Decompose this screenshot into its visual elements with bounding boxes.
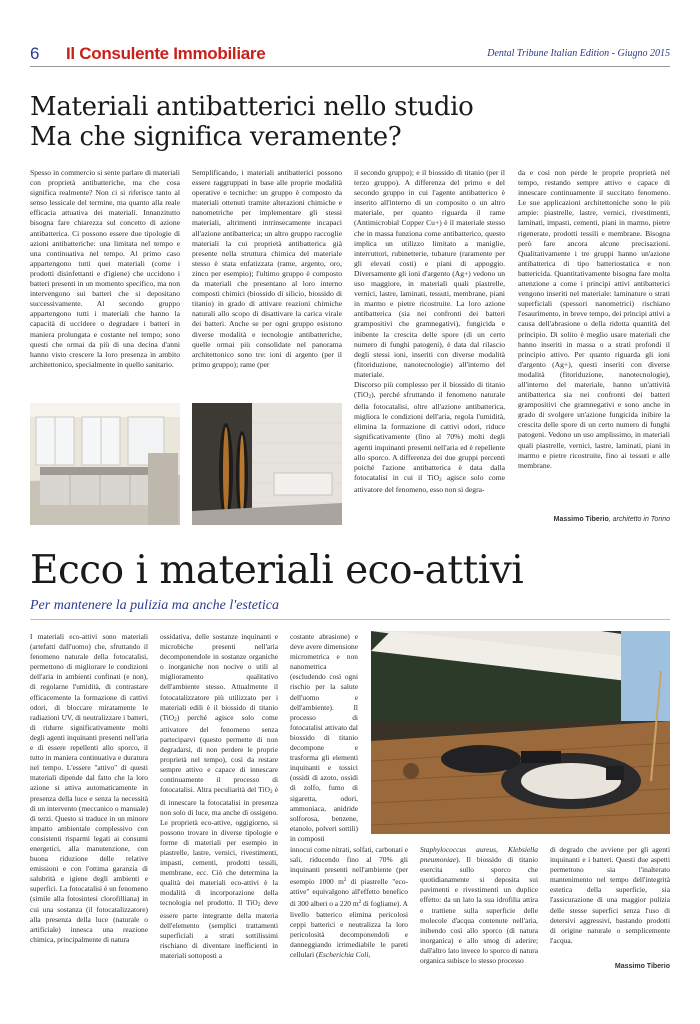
publication-name: Il Consulente Immobiliare	[66, 44, 266, 63]
article2-column-3-top	[290, 632, 358, 842]
article1-column-1	[30, 168, 180, 396]
article1-paragraph: da e così non perde le proprie proprietà nel tempo, restando sempre attivo e capace di innescare continuamente il succitato fenomeno. Le sue applicazioni architettoniche sono le più ampie: piastrelle, lastre, vernici, rivestimenti, laminati, impasti, cementi, piani in marmo, pietre rigenerate, prodotti tessili e membrane. Bisogna però fare ancora alcune precisazioni. Qualitativamente i tre gruppi hanno un'azione antibatterica di tipo batteriostatica e non battericida. Quantitativamente bisogna fare molta attenzione a come i principi attivi antibatterici vengono inseriti nel materiale: laminature o strati superficiali (spessori nanometrici) rischiano l'esaurimento, in breve tempo, dei principi attivi a causa dell'abrasione o della ridotta quantità del principio. Di solito è meglio usare materiali che hanno inseriti in massa o a strati profondi il principio attivo. Per quanto riguarda gli ioni d'argento (Ag+), questi inseriti con diverse modalità (fitoriduzione, nanotecnologie), all'interno del materiale, hanno un'attività antibatterica sia nei confronti dei batteri grampositivi che gramnegativi e sono anche in grado di svolgere un'azione fungicida inibire la crescita delle spore di un certo numero di funghi patogeni. Vedono un uso amplissimo, in materiali quali piastrelle, vernici, lastre, laminati, piani in marmo e pietre ricostruite, fino ai tessuti e alle membrane.	[518, 168, 670, 470]
article1-title-line2: Ma che significa veramente?	[30, 122, 402, 152]
terrace-photo	[371, 631, 670, 834]
article2-column-3-bottom	[290, 845, 408, 1015]
kitchen-photo	[30, 403, 180, 525]
page-header	[30, 44, 670, 66]
article2-author: Massimo Tiberio	[614, 963, 670, 970]
article2-paragraph: di degrado che avviene per gli agenti inquinanti e i batteri. Questi due aspetti permettono sia l'inalterato mantenimento nel tempo dell'integrità estetica della superficie, sia l'assicurazione di una maggior pulizia delle stesse superfici senza l'uso di detersivi aggressivi, bastando prodotti di origine naturale o semplicemente l'acqua.	[550, 845, 670, 945]
article2-subtitle: Per mantenere la pulizia ma anche l'estetica	[30, 598, 279, 613]
article1-author-role: , architetto in Torino	[608, 516, 670, 523]
article2-column-4	[420, 845, 538, 1015]
article1-paragraph: il secondo gruppo); e il biossido di titanio (per il terzo gruppo). A differenza del primo e del secondo gruppo in cui l'agente antibatterico è inserito all'interno di un composito o un altro materiale, per quanto riguarda il rame (Antimicrobial Copper Cu+) è il materiale stesso che in massa funziona come antibatterico, questo implica un utilizzo limitato a maniglie, interruttori, rubinetterie, tubature (raramente per gli elevati costi) e piani di appoggio. Diversamente gli ioni d'argento (Ag+) vedono un uso maggiore, in materiali quali piastrelle, vernici, lastre, laminati, tessuti, membrane, piani in marmo e pietre ricostruite. La loro azione antibatterica (sia nei confronti dei batteri grampositivi che gramnegativi), fungicida e inibente la crescita delle spore (di un certo numero di funghi patogeni), è data dal rilascio degli stessi ioni, inseriti con diverse modalità (fitoriduzione, nanotecnologie) all'interno del materiale.	[354, 168, 505, 379]
bathroom-photo	[192, 403, 342, 525]
article1-column-3	[354, 168, 505, 532]
article1-paragraph: Semplificando, i materiali antibatterici possono essere raggruppati in base alle proprie modalità operative e tecniche: un gruppo è composto da materiali ottenuti tramite alterazioni chimiche e nanometriche per implementare gli stessi materiali, altrimenti intrinsecamente incapaci all'azione antibatterica; un altro gruppo raccoglie materiali la cui proprietà antibatterica già presente nella struttura chimica del materiale stesso è stata enfatizzata (rame, argento, oro, zinco per esempio); l'ultimo gruppo è composto da materiali che presentano al loro interno composti chimici (biossido di silicio, biossido di titanio) in grado di attivare reazioni chimiche naturali allo scopo di disattivare la carica virale dei batteri. Anche se per ogni gruppo esistono diverse modalità e tecnologie antibatteriche, quelle ormai più consolidate nel panorama architettonico sono tre: ioni di argento (per il primo gruppo); rame (per	[192, 168, 342, 369]
article1-column-2	[192, 168, 342, 396]
article2-column-2	[160, 632, 278, 1012]
article2-paragraph: ossidativa, delle sostanze inquinanti e microbiche presenti nell'aria decomponendole in sostanze organiche o inorganiche non nocive o utili al miglioramento qualitativo dell'ambiente stesso. Attualmente il fotocatalizzatore più utilizzato per i materiali edili è il biossido di titanio (TiO2) perché agisce solo come attivatore del fenomeno senza parteciparvi (questo permette di non degradarsi, di non perdere le proprie proprietà nel tempo), così da restare sempre attivo e capace di innescare continuamente il processo di fotocatalisi. Altra peculiarità del TiO2 è di innescare la fotocatalisi in presenza non solo di luce, ma anche di ossigeno. Le proprietà eco-attive, oggigiorno, si possono trovare in diverse tipologie e forme di materiali per esempio in piastrelle, lastre, vernici, rivestimenti, impasti, cementi, prodotti tessili, membrane, ecc. Ciò che determina la qualità dei materiali eco-attivi è la modalità di incorporazione della tecnologia nel prodotto. Il TiO2 deve essere parte integrante della materia dell'elemento (semplici trattamenti superficiali a strati sottilissimi rischiano di diventare inefficienti in materiali sottoposti a	[160, 632, 278, 960]
article1-author	[554, 516, 670, 523]
article2-paragraph: innocui come nitrati, solfati, carbonati e sali, riducendo fino al 70% gli inquinanti presenti nell'ambiente (per esempio 1000 $m^2$ di piastrelle "eco-attive" equivalgono all'effetto benefico di 300 alberi o a 220 $m^2$ di fogliame). A livello batterico elimina pericolosi ceppi batterici e neutralizza la loro pericolosità decomponendoli e danneggiando irrimediabile le pareti cellulari (Escherichia Coli,	[290, 845, 409, 959]
article2-column-1	[30, 632, 148, 1012]
article1-title	[30, 92, 670, 152]
article1-paragraph: Spesso in commercio si sente parlare di materiali con proprietà antibatteriche, ma che cosa significa realmente? Non ci si riferisce tanto al senso lessicale del termine, ma quanto alla reale efficacia attuativa dei materiali. Innanzitutto bisogna fare chiarezza sul concetto di azione antibatterica. Ci possono essere due tipologie di azioni antibatteriche: una limitata nel tempo e una continuativa nel tempo. Al primo caso appartengono tutti quei materiali (come i prodotti disinfettanti e d'igiene) che uccidono i batteri presenti in un momento specifico, ma non intervengono sui batteri che si depositano successivamente. Al secondo gruppo appartengono tutti i materiali che hanno la capacità di uccidere o degradare i batteri in maniera prolungata e costante nel tempo; sono questi che ormai da più di una decina d'anni hanno visto crescere la loro presenza in ambito architettonico, specialmente in quello sanitario.	[30, 168, 180, 369]
article1-column-4	[518, 168, 670, 508]
subtitle-rule	[30, 619, 670, 620]
article2-title: Ecco i materiali eco-attivi	[30, 548, 524, 593]
article2-paragraph: I materiali eco-attivi sono materiali (artefatti dall'uomo) che, sfruttando il fenomeno naturale della fotocatalisi, permettono di migliorare le condizioni dell'aria in ambienti confinati (e non), di regolarne l'umidità, di contrastare efficacemente la formazione di cattivi odori, di bloccare miratamente le radiazioni UV, di neutralizzare i batteri, di ridurre significativamente molti degli agenti inquinanti presenti nell'aria e di essere repellenti allo sporco, il tutto in maniera continuativa e duratura nel tempo. L'essere "attivo" di questi materiali dipende dal fatto che la loro azione si attiva automaticamente in presenza della luce e senza la necessità di un intervento (meccanico o manuale) di terzi. Questo si traduce in un minore impatto ambientale complessivo con consistenti risparmi legati ai consumi energetici, alla manutenzione, con buona riduzione delle relative emissioni e con l'ottima garanzia di salubrità e igiene degli ambienti e superfici. La fotocatalisi è un fenomeno (simile alla fotosintesi clorofilliana) in cui una sostanza (il fotocatalizzatore) alla presenza della luce (naturale o artificiale) innesca una reazione chimica, principalmente di natura	[30, 632, 148, 944]
edition-line: Dental Tribune Italian Edition - Giugno 2015	[487, 48, 670, 59]
article2-paragraph: Staphylococcus aureus, Klebsiella pneumoniae). Il biossido di titanio esercita sullo sporco che quotidianamente si deposita sui pavimenti e rivestimenti un duplice effetto: da un lato la sua idrofilia attira e trattiene sulla superficie delle molecole d'acqua contenute nell'aria, inibendo così allo sporco (di natura inorganica) e allo smog di aderire; dall'altro lato invece lo sporco di natura organica subisce lo stesso processo	[420, 845, 538, 966]
article2-column-5	[550, 845, 670, 957]
page-number: 6	[30, 44, 40, 63]
article1-paragraph-tio2: Discorso più complesso per il biossido di titanio (TiO2), perché sfruttando il fenomeno naturale della fotocatalisi, oltre all'azione antibatterica, migliora le condizioni dell'aria, regola l'umidità, elimina la formazione di cattivi odori, riduce significativamente (fino al 70%) molti degli agenti inquinanti presenti nell'aria ed è repellente allo sporco. A differenza dei due gruppi percenti poiché l'azione antibatterica è data dalla fotocatalisi in cui il TiO2 agisce solo come attivatore del fenomeno, esso non si degra-	[354, 379, 505, 494]
article2-paragraph: costante abrasione) e deve avere dimensione micrometrica e non nanometrica (escludendo così ogni rischio per la salute dell'uomo e dell'ambiente). Il processo di fotocatalisi attivato dal biossido di titanio decompone e trasforma gli elementi inquinanti e tossici (ossidi di azoto, ossidi di zolfo, fumo di sigaretta, odori, ammoniaca, anidride solforosa, benzene, etanolo, polveri sottili) in composti	[290, 632, 358, 843]
header-rule	[30, 66, 670, 67]
article1-author-name: Massimo Tiberio	[553, 516, 609, 523]
article1-title-line1: Materiali antibatterici nello studio	[30, 92, 474, 122]
